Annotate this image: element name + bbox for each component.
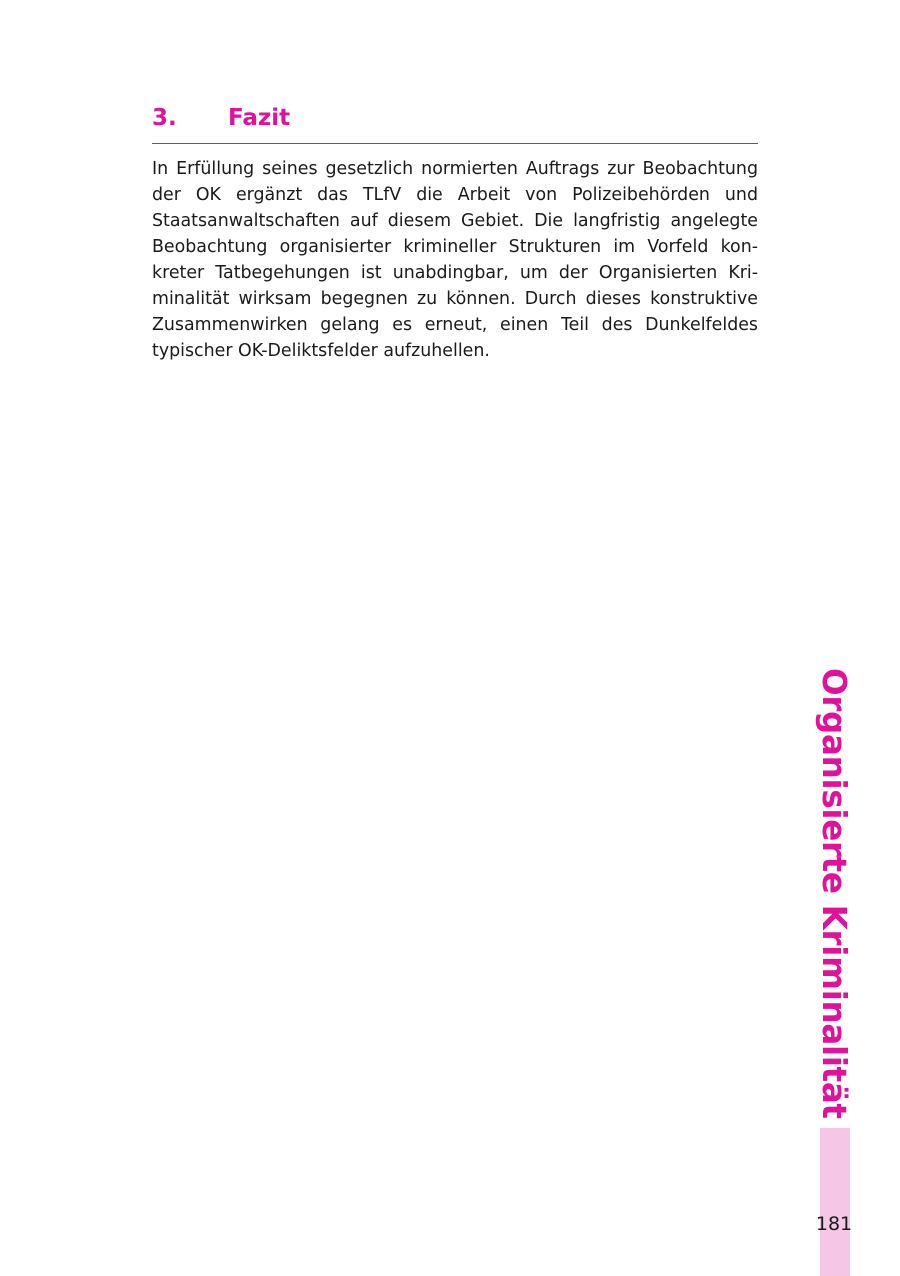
page-number-tab [820, 1128, 850, 1276]
section-number: 3. [152, 105, 177, 131]
chapter-side-title: Organisierte Kriminalität [815, 668, 853, 1119]
page-number: 181 [815, 1213, 853, 1235]
section-title: Fazit [228, 105, 291, 131]
section-heading [152, 100, 758, 144]
body-paragraph: In Erfüllung seines gesetzlich normierten Auftrags zur Beobachtung der OK ergänzt das TLfV die Arbeit von Polizeibehörden und Staatsanwaltschaften auf diesem Gebiet. Die langfristig angelegte Beobachtung organisierter krimineller Strukturen im Vorfeld konkreter Tatbegehungen ist unabdingbar, um der Organisierten Kriminalität wirksam begegnen zu können. Durch dieses konstruktive Zusammenwirken gelang es erneut, einen Teil des Dunkelfeldes typischer OK-Deliktsfelder aufzuhellen. [152, 159, 758, 361]
